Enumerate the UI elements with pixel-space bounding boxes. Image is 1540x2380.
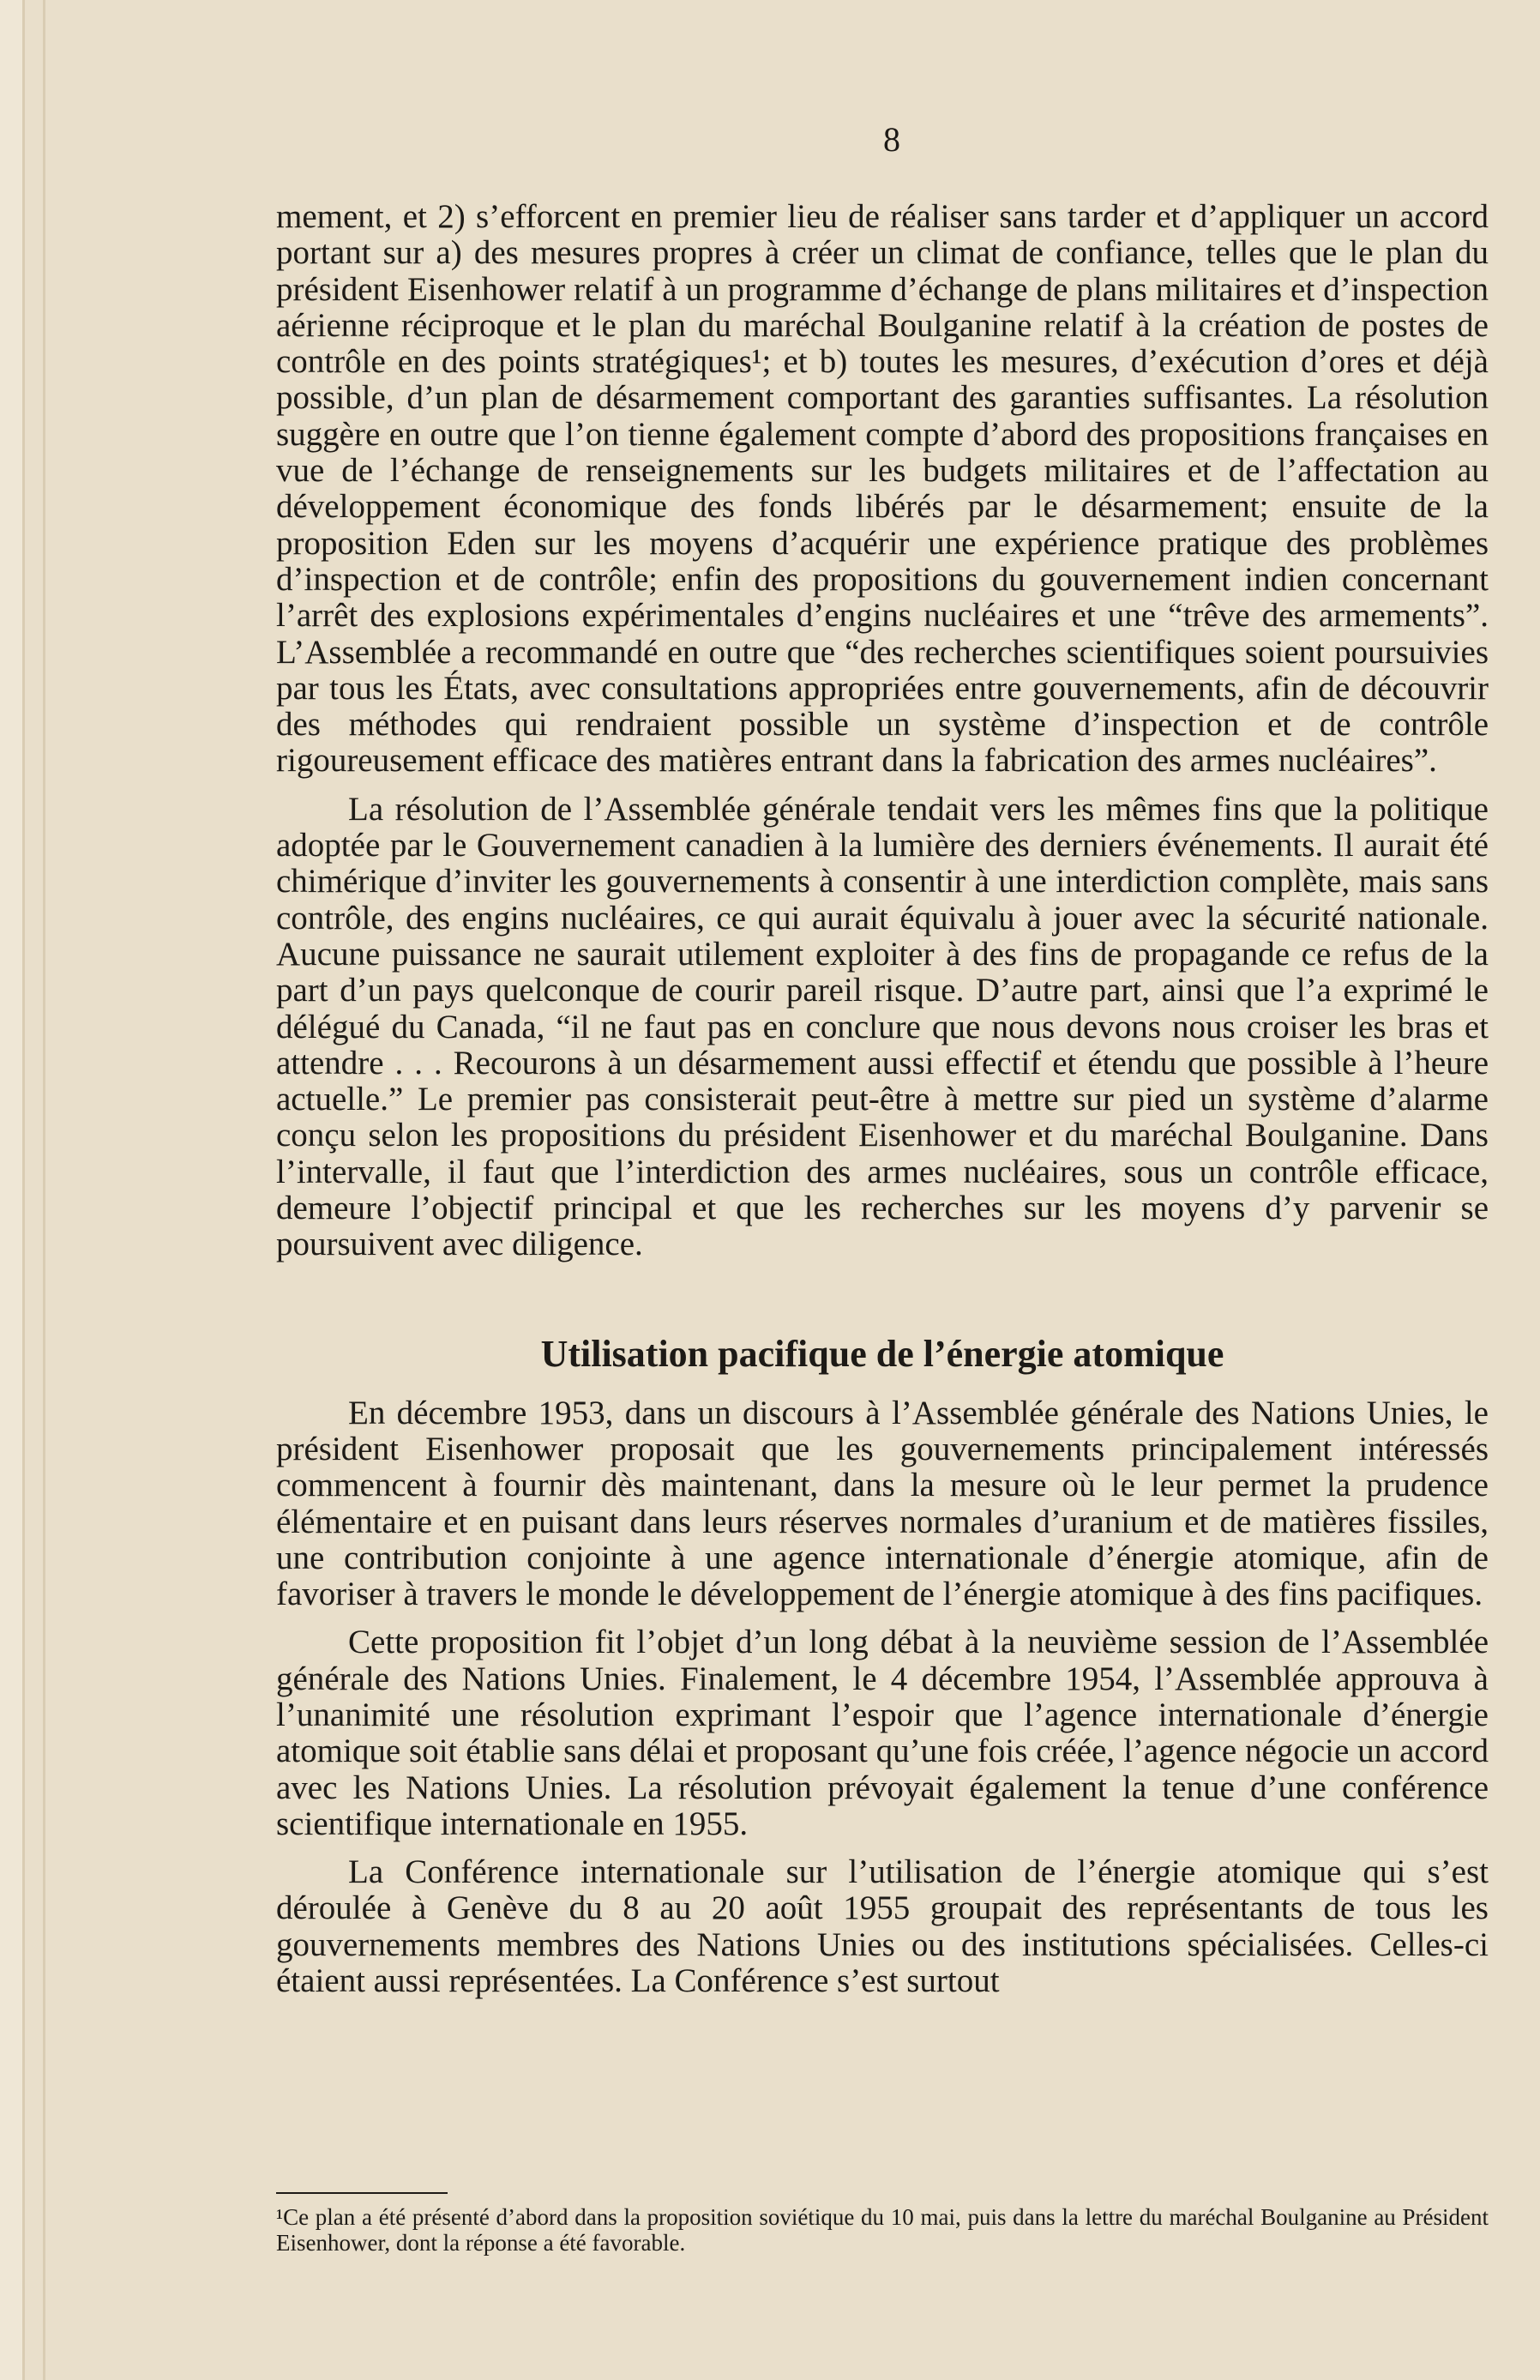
section-heading: Utilisation pacifique de l’énergie atomique <box>540 1332 1224 1375</box>
paragraph: En décembre 1953, dans un discours à l’Assemblée générale des Nations Unies, le président Eisenhower proposait que les gouvernements principalement intéressés commencent à fournir dès maintenant, dans la mesure où le leur permet la prudence élémentaire et en puisant dans leurs réserves normales d’uranium et de matières fissiles, une contribution conjointe à une agence internationale d’énergie atomique, afin de favoriser à travers le monde le développement de l’énergie atomique à des fins pacifiques. <box>276 1394 1489 1613</box>
footnote-rule <box>276 2192 448 2194</box>
footnote: ¹Ce plan a été présenté d’abord dans la proposition soviétique du 10 mai, puis dans la lettre du maréchal Boulganine au Président Eisenhower, dont la réponse a été favorable. <box>276 2204 1489 2256</box>
page-number: 8 <box>883 120 900 159</box>
paragraph: La Conférence internationale sur l’utilisation de l’énergie atomique qui s’est déroulée à Genève du 8 au 20 août 1955 groupait des représentants de tous les gouvernements membres des Nations Unies ou des institutions spécialisées. Celles-ci étaient aussi représentées. La Conférence s’est surtout <box>276 1853 1489 2000</box>
paragraph: mement, et 2) s’efforcent en premier lieu de réaliser sans tarder et d’appliquer un accord portant sur a) des mesures propres à créer un climat de confiance, telles que le plan du président Eisenhower relatif à un programme d’échange de plans militaires et d’inspection aérienne réciproque et le plan du maréchal Boulganine relatif à la création de postes de contrôle en des points stratégiques¹; et b) toutes les mesures, d’exécution d’ores et déjà possible, d’un plan de désarmement comportant des garanties suffisantes. La résolution suggère en outre que l’on tienne également compte d’abord des propositions françaises en vue de l’échange de renseignements sur les budgets militaires et de l’affectation au développement économique des fonds libérés par le désarmement; ensuite de la proposition Eden sur les moyens d’acquérir une expérience pratique des problèmes d’inspection et de contrôle; enfin des propositions du gouvernement indien concernant l’arrêt des explosions expérimentales d’engins nucléaires et une “trêve des armements”. L’Assemblée a recommandé en outre que “des recherches scientifiques soient poursuivies par tous les États, avec consultations appropriées entre gouvernements, afin de découvrir des méthodes qui rendraient possible un système d’inspection et de contrôle rigoureusement efficace des matières entrant dans la fabrication des armes nucléaires”. <box>276 198 1489 780</box>
page-edge-strip <box>0 0 22 2380</box>
paragraph: La résolution de l’Assemblée générale tendait vers les mêmes fins que la politique adoptée par le Gouvernement canadien à la lumière des derniers événements. Il aurait été chimérique d’inviter les gouvernements à consentir à une interdiction complète, mais sans contrôle, des engins nucléaires, ce qui aurait équivalu à jouer avec la sécurité nationale. Aucune puissance ne saurait utilement exploiter à des fins de propagande ce refus de la part d’un pays quelconque de courir pareil risque. D’autre part, ainsi que l’a exprimé le délégué du Canada, “il ne faut pas en conclure que nous devons nous croiser les bras et attendre . . . Recourons à un désarmement aussi effectif et étendu que possible à l’heure actuelle.” Le premier pas consisterait peut-être à mettre sur pied un système d’alarme conçu selon les propositions du président Eisenhower et du maréchal Boulganine. Dans l’intervalle, il faut que l’interdiction des armes nucléaires, sous un contrôle efficace, demeure l’objectif principal et que les recherches sur les moyens d’y parvenir se poursuivent avec diligence. <box>276 790 1489 1263</box>
page-edge-line <box>22 0 25 2380</box>
page-edge-line <box>43 0 45 2380</box>
paragraph: Cette proposition fit l’objet d’un long débat à la neuvième session de l’Assemblée générale des Nations Unies. Finalement, le 4 décembre 1954, l’Assemblée approuva à l’unanimité une résolution exprimant l’espoir que l’agence internationale d’énergie atomique soit établie sans délai et proposant qu’une fois créée, l’agence négocie un accord avec les Nations Unies. La résolution prévoyait également la tenue d’une conférence scientifique internationale en 1955. <box>276 1624 1489 1842</box>
body-text <box>276 199 1489 1999</box>
